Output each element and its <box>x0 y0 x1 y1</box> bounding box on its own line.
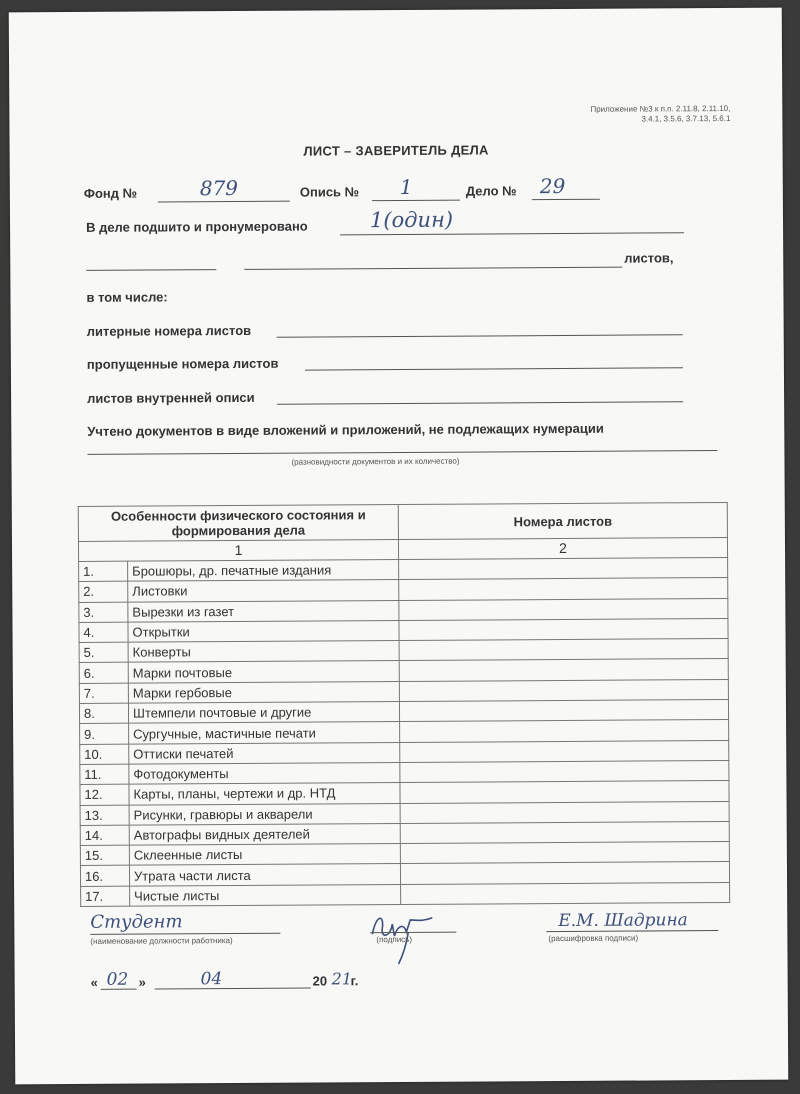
row-number: 15. <box>80 845 129 866</box>
delo-label: Дело № <box>465 183 517 199</box>
row-sheets <box>399 679 728 701</box>
row-name: Чистые листы <box>130 884 401 906</box>
row-name: Автографы видных деятелей <box>129 823 400 845</box>
date-close-quote: » <box>138 974 146 990</box>
row-number: 6. <box>79 663 128 684</box>
row-number: 11. <box>80 764 129 785</box>
row-name: Листовки <box>128 580 399 602</box>
row-number: 2. <box>79 581 128 602</box>
row-number: 1. <box>79 561 128 582</box>
delo-value: 29 <box>539 173 566 199</box>
date-open-quote: « <box>90 974 98 990</box>
skipped-label: пропущенные номера листов <box>86 355 279 372</box>
row-number: 12. <box>80 784 129 805</box>
including-label: в том числе: <box>86 289 168 305</box>
accounted-hint: (разновидности документов и их количество) <box>291 456 460 467</box>
row-sheets <box>400 720 729 742</box>
row-name: Карты, планы, чертежи и др. НТД <box>129 783 400 805</box>
accounted-label: Учтено документов в виде вложений и приложений, не подлежащих нумерации <box>87 420 604 439</box>
row-sheets <box>399 659 728 681</box>
table-header-sheet-numbers: Номера листов <box>398 502 727 539</box>
date-year-end: г. <box>350 973 359 989</box>
document-title: ЛИСТ – ЗАВЕРИТЕЛЬ ДЕЛА <box>303 142 489 159</box>
signature-hint: (подпись) <box>376 934 413 945</box>
row-name: Конверты <box>128 641 399 663</box>
inner-label: листов внутренней описи <box>87 389 255 406</box>
physical-state-table <box>78 502 730 907</box>
row-sheets <box>400 842 729 864</box>
row-sheets <box>400 801 729 823</box>
row-name: Брошюры, др. печатные издания <box>128 559 399 581</box>
row-sheets <box>399 557 728 579</box>
row-sheets <box>400 781 729 803</box>
document-page <box>9 8 789 1085</box>
row-name: Штемпели почтовые и другие <box>128 702 399 724</box>
row-name: Марки почтовые <box>128 661 399 683</box>
row-number: 3. <box>79 602 128 623</box>
row-number: 13. <box>80 805 129 826</box>
table-colnum-2: 2 <box>398 537 727 559</box>
row-name: Вырезки из газет <box>128 600 399 622</box>
row-sheets <box>399 578 728 600</box>
row-name: Оттиски печатей <box>129 742 400 764</box>
row-sheets <box>399 700 728 722</box>
date-year-suffix: 21 <box>331 969 353 989</box>
row-sheets <box>399 618 728 640</box>
row-number: 8. <box>79 703 128 724</box>
fond-value: 879 <box>199 175 239 201</box>
row-number: 10. <box>80 744 129 765</box>
row-number: 7. <box>79 683 128 704</box>
opis-value: 1 <box>399 174 413 199</box>
row-name: Марки гербовые <box>128 681 399 703</box>
date-day: 02 <box>106 969 129 990</box>
row-sheets <box>399 639 728 661</box>
row-name: Рисунки, гравюры и акварели <box>129 803 400 825</box>
row-sheets <box>400 821 729 843</box>
row-number: 9. <box>80 724 129 745</box>
row-sheets <box>399 598 728 620</box>
decode-hint: (расшифровка подписи) <box>548 933 639 944</box>
row-sheets <box>400 740 729 762</box>
row-name: Сургучные, мастичные печати <box>129 722 400 744</box>
table-header-features: Особенности физического состояния и формирования дела <box>78 505 398 542</box>
lettered-label: литерные номера листов <box>86 322 252 339</box>
row-name: Фотодокументы <box>129 762 400 784</box>
filed-value: 1(один) <box>369 207 454 233</box>
filed-label: В деле подшито и пронумеровано <box>86 218 308 235</box>
position-value: Студент <box>90 911 183 933</box>
row-sheets <box>400 760 729 782</box>
row-number: 5. <box>79 642 128 663</box>
row-sheets <box>400 862 729 884</box>
sheets-word: листов, <box>624 250 674 266</box>
appendix-note: Приложение №3 к п.п. 2.11.8, 2.11.10, 3.4.1, 3.5.6, 3.7.13, 5.6.1 <box>590 103 731 124</box>
position-hint: (наименование должности работника) <box>90 936 233 946</box>
table-colnum-1: 1 <box>78 540 398 562</box>
row-name: Утрата части листа <box>129 864 400 886</box>
row-number: 14. <box>80 825 129 846</box>
date-year-prefix: 20 <box>312 973 328 989</box>
opis-label: Опись № <box>299 184 360 200</box>
fond-label: Фонд № <box>83 185 138 201</box>
decode-value: Е.М. Шадрина <box>558 910 688 932</box>
row-number: 17. <box>81 886 130 907</box>
row-name: Склеенные листы <box>129 844 400 866</box>
row-number: 16. <box>80 866 129 887</box>
row-name: Открытки <box>128 620 399 642</box>
row-number: 4. <box>79 622 128 643</box>
date-month: 04 <box>200 969 223 990</box>
